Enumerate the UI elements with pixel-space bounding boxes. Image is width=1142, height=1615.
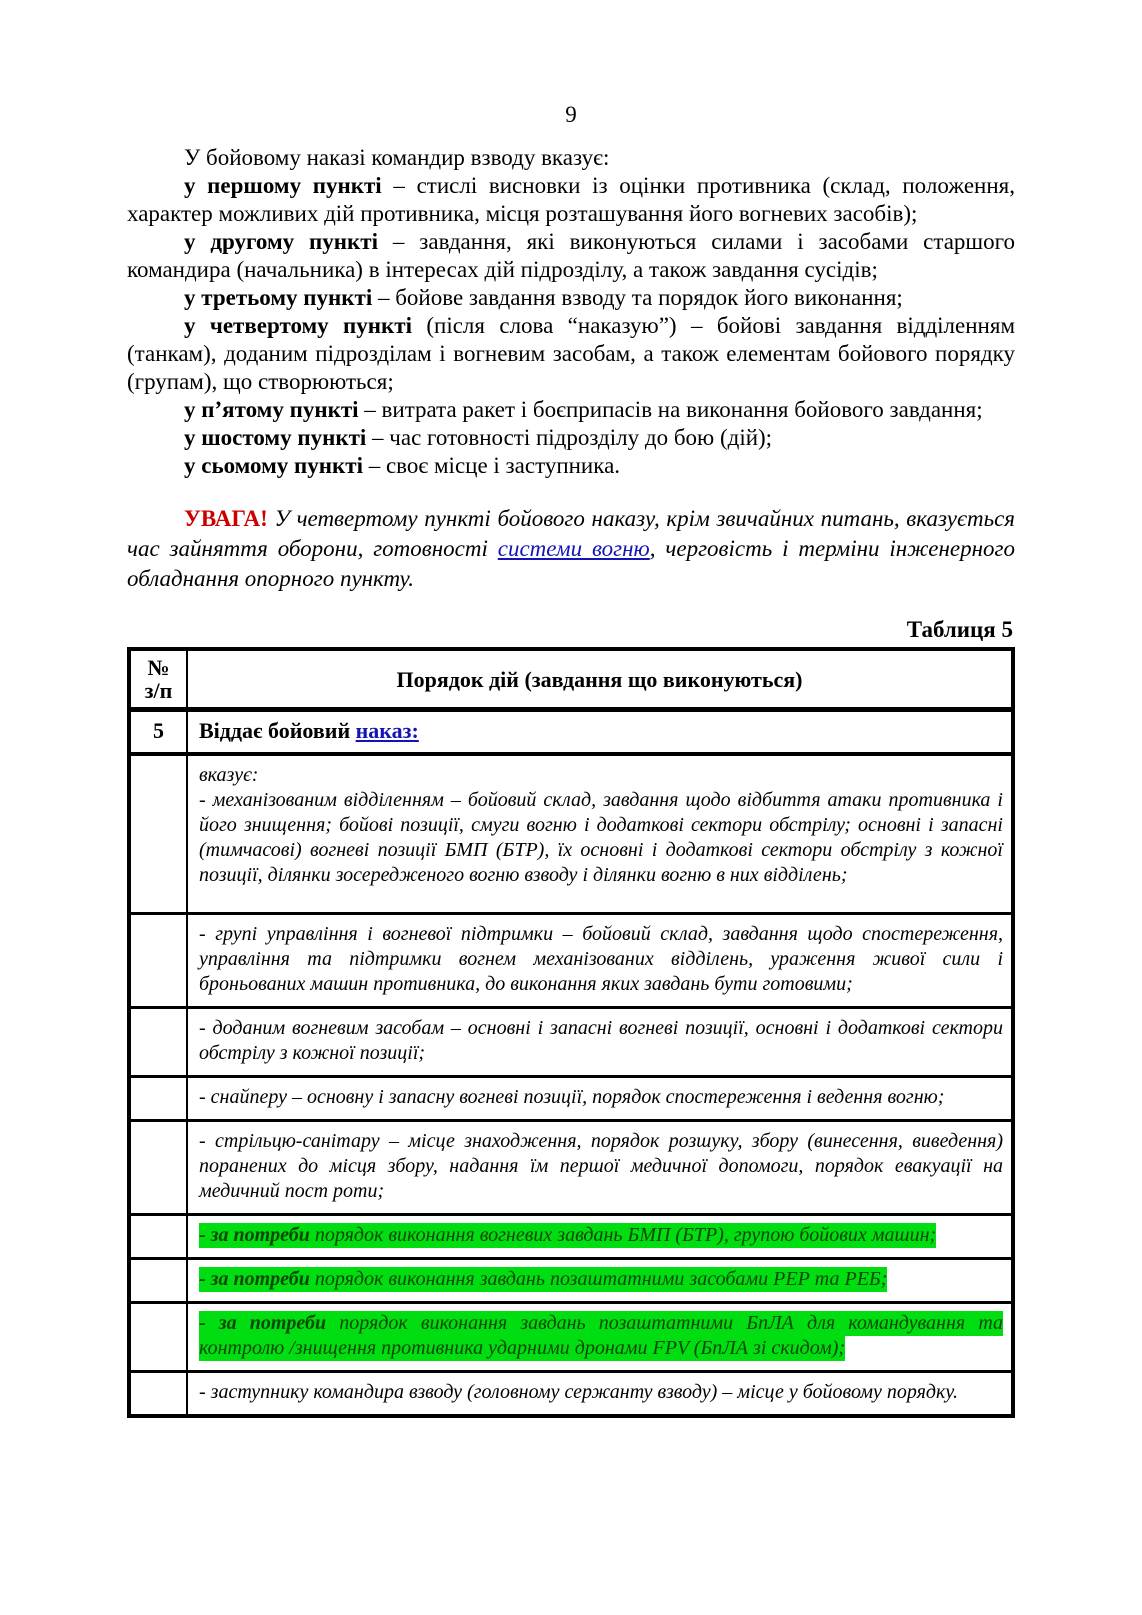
table-row bbox=[129, 1215, 1013, 1259]
cell-paragraph: - доданим вогневим засобам – основні і запасні вогневі позиції, основні і додаткові сектори обстрілу з кожної позиції; bbox=[199, 1017, 1003, 1064]
column-header-actions: Порядок дій (завдання що виконуються) bbox=[187, 649, 1013, 710]
highlighted-text: - за потреби порядок виконання завдань позаштатними засобами РЕР та РЕБ; bbox=[199, 1268, 888, 1290]
cell-paragraph bbox=[199, 1223, 1003, 1248]
order-link[interactable]: наказ: bbox=[355, 718, 419, 743]
table-row bbox=[129, 1008, 1013, 1077]
cell-paragraph: - групі управління і вогневої підтримки – бойовий склад, завдання щодо спостереження, управління та підтримки вогнем механізованих відділень, ураження живої сили і броньованих машин противника, до виконання яких завдань бути готовими; bbox=[199, 923, 1003, 995]
intro-point: у другому пункті – завдання, які виконуються силами і засобами старшого командира (начальника) в інтересах дій підрозділу, а також завдання сусідів; bbox=[127, 229, 1015, 282]
row-number-cell bbox=[129, 754, 187, 914]
row-content-cell bbox=[187, 1077, 1013, 1121]
intro-point: у сьомому пункті – своє місце і заступника. bbox=[184, 453, 621, 478]
intro-point: у шостому пункті – час готовності підрозділу до бою (дій); bbox=[184, 425, 773, 450]
row-content-cell bbox=[187, 1372, 1013, 1417]
table-row bbox=[129, 1303, 1013, 1372]
table-row bbox=[129, 1121, 1013, 1215]
cell-paragraph: - механізованим відділенням – бойовий склад, завдання щодо відбиття атаки противника і його знищення; бойові позиції, смуги вогню і додаткові сектори обстрілу; основні і запасні (тимчасові) вогневі позиції БМП (БТР), їх основні і додаткові сектори обстрілу з кожної позиції, ділянки зосередженого вогню взводу і ділянки вогню в них відділень; bbox=[199, 789, 1003, 886]
highlighted-text: - за потреби порядок виконання вогневих завдань БМП (БТР), групою бойових машин; bbox=[199, 1224, 937, 1246]
table-row bbox=[129, 1259, 1013, 1303]
table-detail-rows bbox=[129, 754, 1013, 1416]
row-content-cell bbox=[187, 1303, 1013, 1372]
row-number-cell bbox=[129, 1121, 187, 1215]
row-content-cell bbox=[187, 1008, 1013, 1077]
row-content-cell bbox=[187, 754, 1013, 914]
page-number: 9 bbox=[565, 102, 577, 127]
attention-text-before-link: У четвертому пункті бойового наказу, крім звичайних питань, вказується час зайняття оборони, готовності bbox=[127, 506, 1015, 561]
table-row bbox=[129, 914, 1013, 1008]
row-number-cell bbox=[129, 1008, 187, 1077]
intro-point: у четвертому пункті (після слова “наказую”) – бойові завдання відділенням (танкам), доданим підрозділам і вогневим засобам, а також елементам бойового порядку (групам), що створюються; bbox=[127, 313, 1015, 394]
attention-label: УВАГА! bbox=[184, 506, 268, 531]
row-number-cell bbox=[129, 1077, 187, 1121]
table-row-order bbox=[129, 710, 1013, 755]
orders-table bbox=[127, 647, 1015, 1418]
intro-points bbox=[127, 172, 1015, 480]
attention-text-after-link: , черговість і терміни інженерного обладнання опорного пункту. bbox=[127, 536, 1015, 591]
cell-paragraph: - заступнику командира взводу (головному сержанту взводу) – місце у бойовому порядку. bbox=[199, 1381, 958, 1403]
row-title-cell bbox=[187, 710, 1013, 755]
table-caption: Таблиця 5 bbox=[906, 617, 1013, 642]
row-title-text: Віддає бойовий bbox=[199, 718, 356, 743]
intro-lead-paragraph: У бойовому наказі командир взводу вказує: bbox=[184, 145, 610, 170]
intro-point: у третьому пункті – бойове завдання взводу та порядок його виконання; bbox=[184, 285, 903, 310]
row-number-cell bbox=[129, 1372, 187, 1417]
row-content-cell bbox=[187, 914, 1013, 1008]
row-content-cell bbox=[187, 1215, 1013, 1259]
row-number-cell bbox=[129, 1303, 187, 1372]
column-header-number: № з/п bbox=[129, 649, 187, 710]
cell-paragraph: вказує: bbox=[199, 764, 259, 786]
cell-paragraph bbox=[199, 1311, 1003, 1361]
row-content-cell bbox=[187, 1121, 1013, 1215]
attention-paragraph bbox=[127, 504, 1015, 594]
row-content-cell bbox=[187, 1259, 1013, 1303]
cell-paragraph: - снайперу – основну і запасну вогневі позиції, порядок спостереження і ведення вогню; bbox=[199, 1086, 945, 1108]
table-row bbox=[129, 1077, 1013, 1121]
table-header-row bbox=[129, 649, 1013, 710]
fire-system-link[interactable]: системи вогню bbox=[497, 536, 650, 561]
cell-paragraph bbox=[199, 1267, 1003, 1292]
table-row bbox=[129, 1372, 1013, 1417]
highlighted-text: - за потреби порядок виконання завдань позаштатними БпЛА для командування та контролю /знищення противника ударними дронами FPV (БпЛА зі скидом); bbox=[199, 1312, 1004, 1359]
table-row bbox=[129, 754, 1013, 914]
row-number-cell bbox=[129, 1259, 187, 1303]
cell-paragraph: - стрільцю-санітару – місце знаходження, порядок розшуку, збору (винесення, виведення) поранених до місця збору, надання їм першої медичної допомоги, порядок евакуації на медичний пост роти; bbox=[199, 1130, 1003, 1202]
intro-point: у першому пункті – стислі висновки із оцінки противника (склад, положення, характер можливих дій противника, місця розташування його вогневих засобів); bbox=[127, 173, 1015, 226]
row-number-cell bbox=[129, 914, 187, 1008]
row-number-cell bbox=[129, 1215, 187, 1259]
row-number-cell: 5 bbox=[129, 710, 187, 755]
intro-point: у п’ятому пункті – витрата ракет і боєприпасів на виконання бойового завдання; bbox=[184, 397, 983, 422]
